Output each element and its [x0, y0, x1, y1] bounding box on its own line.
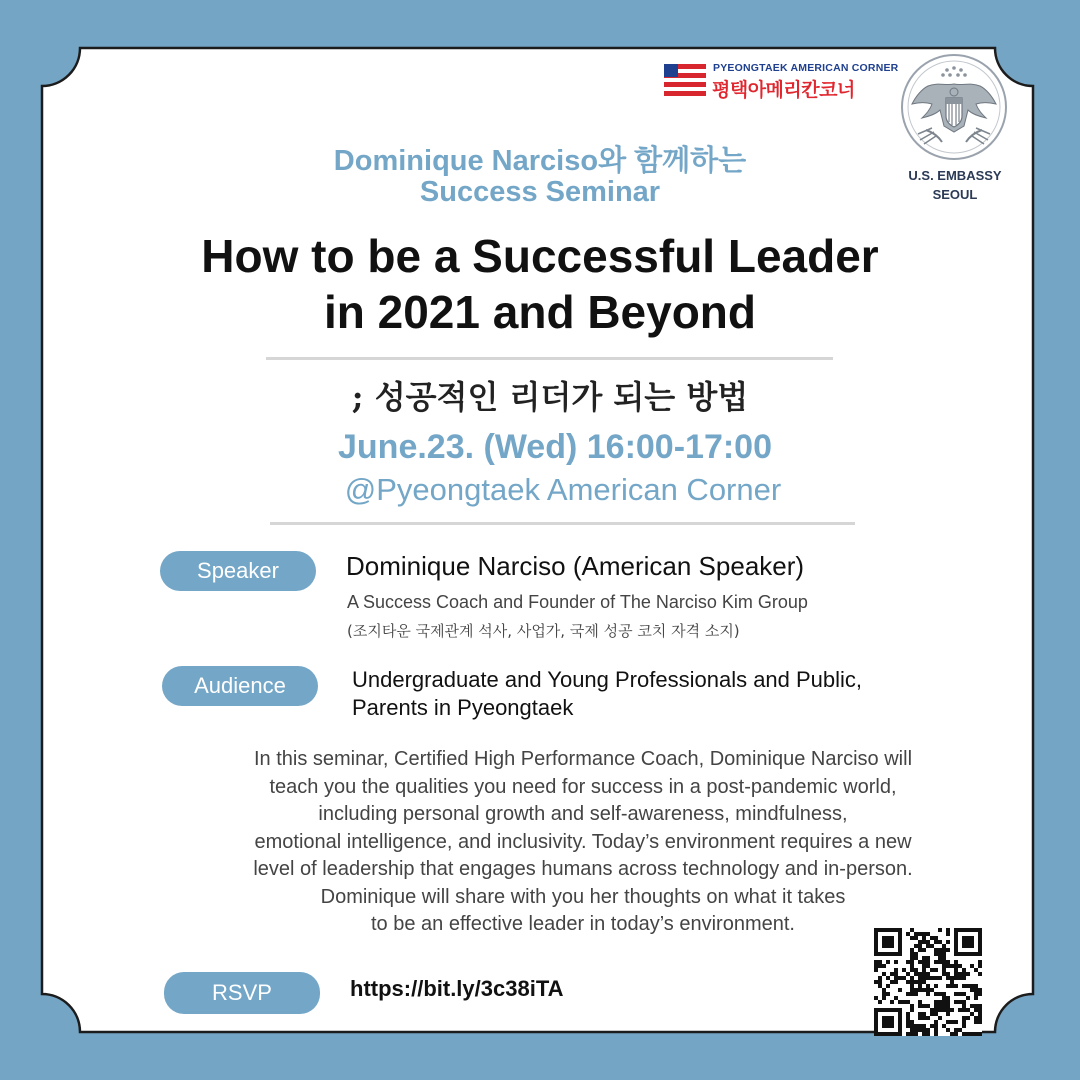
speaker-description-korean: (조지타운 국제관계 석사, 사업가, 국제 성공 코치 자격 소지) [347, 622, 740, 640]
description-line: emotional intelligence, and inclusivity. Today’s environment requires a new [254, 830, 912, 853]
speaker-name: Dominique Narciso (American Speaker) [346, 551, 805, 581]
seminar-description [160, 746, 1006, 939]
korean-title: ; 성공적인 리더가 되는 방법 [351, 378, 749, 416]
embassy-line-1: U.S. EMBASSY [908, 168, 1002, 183]
embassy-line-2: SEOUL [932, 187, 978, 202]
audience-text [352, 666, 972, 722]
seminar-subtitle [210, 146, 870, 208]
audience-line-2: Parents in Pyeongtaek [352, 695, 574, 720]
qr-code-icon[interactable] [874, 928, 982, 1036]
title-line-1: How to be a Successful Leader [201, 230, 879, 282]
title-line-2: in 2021 and Beyond [323, 286, 756, 338]
main-title [80, 228, 1000, 340]
description-line: including personal growth and self-awareness, mindfulness, [318, 803, 848, 825]
description-line: In this seminar, Certified High Performance Coach, Dominique Narciso will [253, 748, 913, 770]
description-line: Dominique will share with you her thoughts on what it takes [320, 885, 846, 908]
event-date: June.23. (Wed) 16:00-17:00 [338, 428, 772, 466]
audience-line-1: Undergraduate and Young Professionals and Public, [352, 667, 863, 692]
audience-badge: Audience [162, 666, 318, 706]
description-line: teach you the qualities you need for success in a post-pandemic world, [269, 775, 897, 798]
corner-logo-english: PYEONGTAEK AMERICAN CORNER [713, 62, 899, 74]
speaker-badge: Speaker [160, 551, 316, 591]
description-line: to be an effective leader in today’s environment. [371, 913, 795, 935]
flag-icon [664, 64, 706, 96]
divider-top [266, 357, 833, 360]
speaker-description: A Success Coach and Founder of The Narciso Kim Group [347, 592, 808, 612]
corner-logo-korean: 평택아메리칸코너 [712, 79, 855, 101]
rsvp-badge: RSVP [164, 972, 320, 1014]
divider-bottom [270, 522, 855, 525]
description-line: level of leadership that engages humans across technology and in-person. [253, 858, 913, 880]
embassy-seal-icon [898, 52, 1010, 162]
embassy-name [880, 166, 1030, 204]
subtitle-line-1: Dominique Narciso와 함께하는 [333, 145, 747, 177]
rsvp-link[interactable]: https://bit.ly/3c38iTA [350, 976, 564, 1001]
american-corner-logo [664, 62, 899, 102]
event-location: @Pyeongtaek American Corner [344, 472, 782, 507]
subtitle-line-2: Success Seminar [419, 176, 661, 208]
